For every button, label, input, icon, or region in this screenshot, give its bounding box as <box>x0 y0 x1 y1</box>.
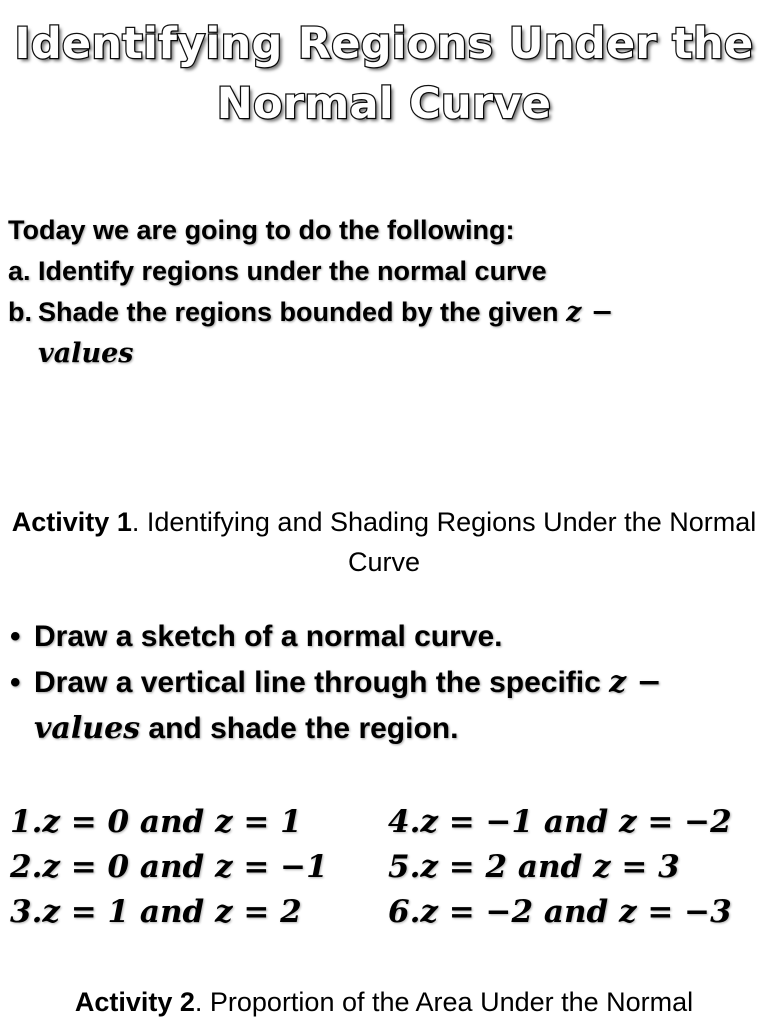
problem-number: 5. <box>388 849 421 885</box>
page-title-line-2: Normal Curve <box>216 79 552 129</box>
activity-1-label: Activity 1 <box>11 507 132 537</box>
instruction-text-1: Draw a sketch of a normal curve. <box>34 620 503 653</box>
objective-item-b <box>8 292 758 333</box>
page-title <box>0 14 768 134</box>
objective-marker-a: a. <box>8 256 31 286</box>
objective-math-b-cont: values <box>38 338 134 369</box>
problem-number: 3. <box>10 894 43 930</box>
instruction-list <box>10 614 760 752</box>
problem-item <box>388 800 762 845</box>
problem-item <box>388 890 762 935</box>
problem-equation: z = 1 and z = 2 <box>42 894 302 930</box>
problem-equation: z = 0 and z = 1 <box>42 804 302 840</box>
objective-item-a <box>8 251 758 292</box>
instruction-text-2: Draw a vertical line through the specific <box>34 666 610 699</box>
instruction-tail-2: and shade the region. <box>140 712 459 745</box>
instruction-item-1 <box>10 614 760 660</box>
instruction-math-2b: values <box>34 711 141 746</box>
objectives-section <box>8 210 758 374</box>
objective-text-b: Shade the regions bounded by the given <box>38 297 567 327</box>
objective-continuation-b <box>8 333 758 374</box>
problem-number: 2. <box>10 849 43 885</box>
problem-item <box>10 800 388 845</box>
instruction-math-2: z − <box>609 665 662 700</box>
bullet-marker-2: • <box>10 666 21 699</box>
activity-2-heading <box>0 982 768 1022</box>
activity-2-label: Activity 2 <box>74 987 195 1017</box>
problem-number: 1. <box>10 804 43 840</box>
problem-equation: z = −1 and z = −2 <box>420 804 732 840</box>
objective-text-a: Identify regions under the normal curve <box>38 256 547 286</box>
problem-equation: z = 2 and z = 3 <box>420 849 680 885</box>
objective-math-b: z − <box>566 297 614 328</box>
activity-2-text: . Proportion of the Area Under the Normal <box>194 987 694 1017</box>
problem-item <box>388 845 762 890</box>
instruction-item-2 <box>10 660 760 752</box>
page-title-line-1: Identifying Regions Under the <box>14 19 754 69</box>
activity-1-text: . Identifying and Shading Regions Under the Normal Curve <box>131 507 757 577</box>
bullet-marker-1: • <box>10 620 21 653</box>
objective-marker-b: b. <box>8 297 32 327</box>
problem-equation: z = 0 and z = −1 <box>42 849 328 885</box>
problem-item <box>10 845 388 890</box>
problem-number: 6. <box>388 894 421 930</box>
objectives-heading: Today we are going to do the following: <box>8 215 515 245</box>
problem-number: 4. <box>388 804 421 840</box>
problem-equation: z = −2 and z = −3 <box>420 894 732 930</box>
activity-1-heading <box>0 502 768 582</box>
problem-grid <box>10 800 762 935</box>
problem-item <box>10 890 388 935</box>
